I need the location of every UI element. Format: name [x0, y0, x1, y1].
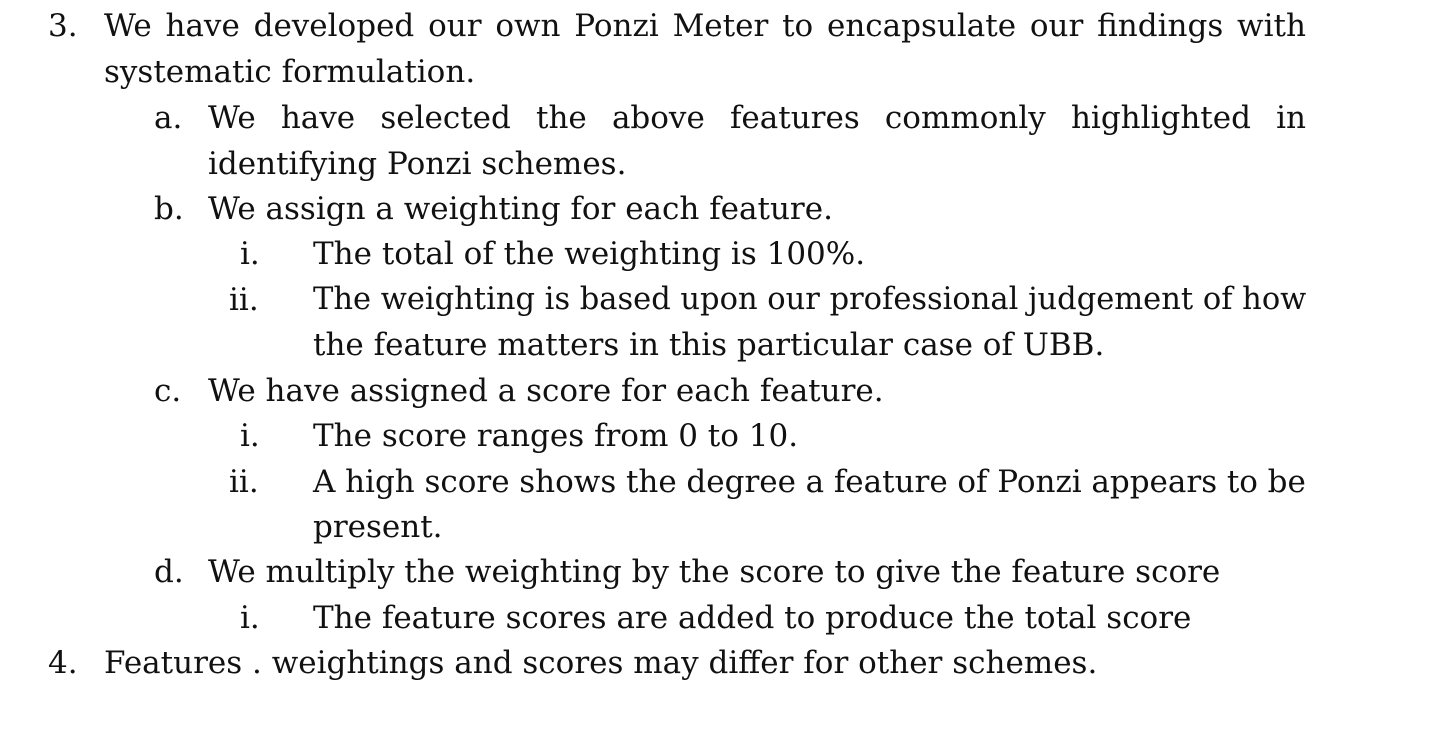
item-3c-ii-line-2: present. — [313, 509, 443, 545]
item-3a-line-1-text — [208, 98, 1306, 138]
word: We — [208, 100, 256, 136]
item-3a-line-2: identifying Ponzi schemes. — [208, 146, 627, 182]
word: the — [625, 464, 677, 500]
item-3a-line-1 — [208, 98, 1306, 138]
item-3c-ii-line-1-text — [313, 462, 1306, 502]
word: own — [495, 8, 561, 44]
word: Meter — [672, 8, 769, 44]
item-3c-line-1: We have assigned a score for each feature. — [208, 373, 884, 409]
word: developed — [253, 8, 415, 44]
word: Ponzi — [997, 464, 1082, 500]
word: We — [104, 8, 152, 44]
list-marker-3c: c. — [154, 373, 182, 409]
item-3c-i-line-1: The score ranges from 0 to 10. — [313, 418, 799, 454]
word: selected — [380, 100, 511, 136]
list-marker-3b-ii: ii. — [229, 282, 259, 318]
item-4-line-1: Features . weightings and scores may differ for other schemes. — [104, 645, 1098, 681]
list-marker-4: 4. — [48, 645, 78, 681]
word: have — [280, 100, 356, 136]
list-marker-3b-i: i. — [240, 236, 260, 272]
word: features — [729, 100, 860, 136]
list-marker-3b: b. — [154, 191, 184, 227]
item-3b-ii-line-2: the feature matters in this particular case of UBB. — [313, 327, 1105, 363]
word: have — [165, 8, 240, 44]
word: to — [782, 8, 814, 44]
list-marker-3: 3. — [48, 8, 78, 44]
word: the — [536, 100, 587, 136]
word: highlighted — [1070, 100, 1251, 136]
word: of — [957, 464, 988, 500]
list-marker-3c-ii: ii. — [229, 464, 259, 500]
word: feature — [833, 464, 948, 500]
word: our — [1029, 8, 1084, 44]
item-3-line-2: systematic formulation. — [104, 54, 476, 90]
word: to — [1226, 464, 1258, 500]
item-3b-ii-line-1: The weighting is based upon our professional judgement of how — [313, 282, 1307, 317]
word: Ponzi — [574, 8, 659, 44]
item-3c-ii-line-1 — [313, 462, 1306, 502]
item-3d-line-1: We multiply the weighting by the score to give the feature score — [208, 554, 1221, 590]
word: high — [345, 464, 415, 500]
list-marker-3d-i: i. — [240, 600, 260, 636]
word: commonly — [884, 100, 1046, 136]
list-marker-3a: a. — [154, 100, 183, 136]
item-3b-line-1: We assign a weighting for each feature. — [208, 191, 833, 227]
word: be — [1267, 464, 1306, 500]
word: above — [611, 100, 705, 136]
word: our — [428, 8, 482, 44]
word: shows — [519, 464, 617, 500]
word: a — [805, 464, 825, 500]
word: appears — [1091, 464, 1218, 500]
item-3-line-1-text — [104, 6, 1306, 46]
word: encapsulate — [827, 8, 1017, 44]
word: findings — [1097, 8, 1224, 44]
list-marker-3c-i: i. — [240, 418, 260, 454]
item-3b-i-line-1: The total of the weighting is 100%. — [313, 236, 866, 272]
item-3-line-1 — [104, 6, 1306, 46]
word: in — [1276, 100, 1306, 136]
word: degree — [686, 464, 796, 500]
word: A — [313, 464, 336, 500]
word: with — [1237, 8, 1306, 44]
item-3d-i-line-1: The feature scores are added to produce the total score — [313, 600, 1192, 636]
word: score — [424, 464, 510, 500]
list-marker-3d: d. — [154, 554, 184, 590]
